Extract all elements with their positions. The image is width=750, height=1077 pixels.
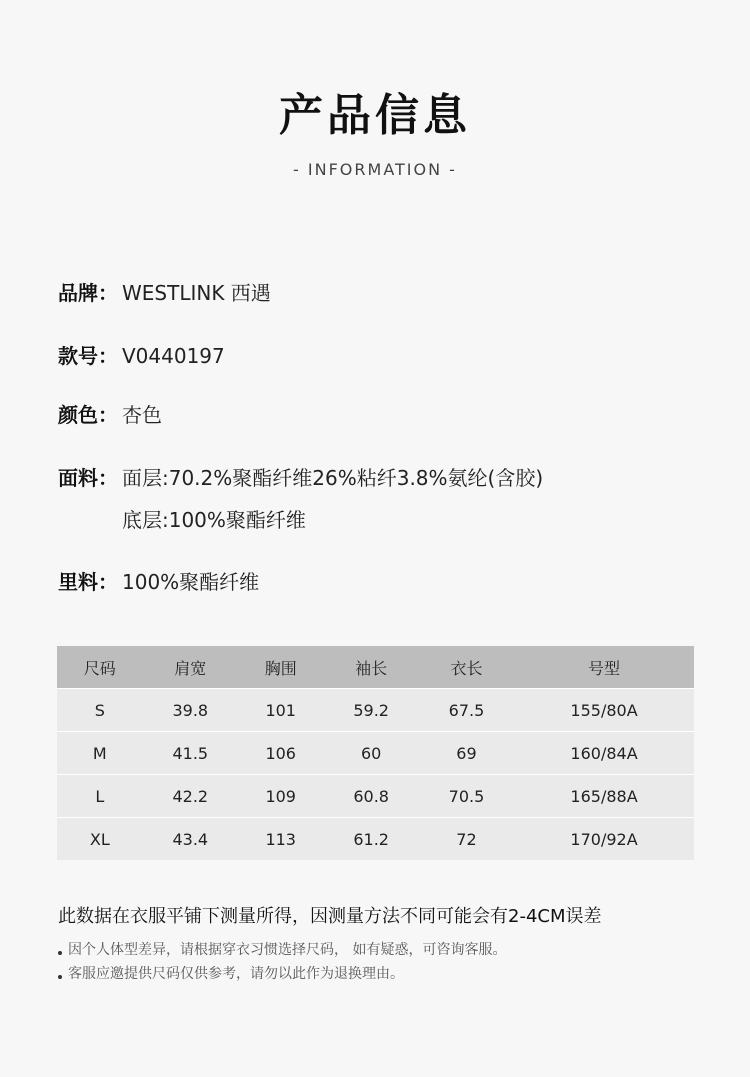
lining-value: 100%聚酯纤维 [122, 570, 260, 594]
table-cell: XL [57, 818, 143, 861]
header-cell: 尺码 [57, 646, 143, 689]
note-bullet-item [58, 964, 404, 984]
note-bullet-text: 客服应邀提供尺码仅供参考，请勿以此作为退换理由。 [68, 966, 404, 982]
table-cell: 43.4 [143, 818, 238, 861]
header-cell: 肩宽 [143, 646, 238, 689]
table-cell: 69 [419, 732, 514, 775]
table-cell: 165/88A [514, 775, 694, 818]
table-cell: M [57, 732, 143, 775]
table-cell: 170/92A [514, 818, 694, 861]
fabric-label: 面料： [58, 466, 118, 490]
table-cell: 60.8 [324, 775, 419, 818]
header-cell: 胸围 [238, 646, 324, 689]
brand-label: 品牌： [58, 281, 118, 305]
table-cell: 72 [419, 818, 514, 861]
table-cell: 59.2 [324, 689, 419, 732]
table-cell: 101 [238, 689, 324, 732]
table-cell: L [57, 775, 143, 818]
table-cell: 67.5 [419, 689, 514, 732]
table-cell: 160/84A [514, 732, 694, 775]
bullet-dot-icon [58, 951, 62, 955]
table-cell: 155/80A [514, 689, 694, 732]
brand-value: WESTLINK 西遇 [122, 281, 271, 305]
table-cell: 70.5 [419, 775, 514, 818]
table-cell: 39.8 [143, 689, 238, 732]
size-table-header [57, 646, 694, 689]
note-bullet-text: 因个人体型差异，请根据穿衣习惯选择尺码， 如有疑惑，可咨询客服。 [68, 942, 507, 958]
table-cell: 106 [238, 732, 324, 775]
lining-label: 里料： [58, 570, 118, 594]
table-cell: 61.2 [324, 818, 419, 861]
color-row [58, 401, 162, 429]
bullet-dot-icon [58, 975, 62, 979]
brand-row [58, 279, 271, 307]
color-label: 颜色： [58, 403, 118, 427]
table-cell: 109 [238, 775, 324, 818]
fabric-outer-value: 面层:70.2%聚酯纤维26%粘纤3.8%氨纶(含胶) [122, 466, 544, 490]
table-cell: S [57, 689, 143, 732]
fabric-base-value: 底层:100%聚酯纤维 [122, 508, 306, 532]
table-cell: 113 [238, 818, 324, 861]
page-title: 产品信息 [279, 90, 471, 141]
table-row [57, 732, 694, 775]
table-row [57, 818, 694, 861]
table-cell: 60 [324, 732, 419, 775]
note-bullet-item [58, 940, 506, 960]
size-table [57, 646, 694, 860]
header-cell: 衣长 [419, 646, 514, 689]
style-label: 款号： [58, 344, 118, 368]
header-cell: 袖长 [324, 646, 419, 689]
style-value: V0440197 [122, 344, 225, 368]
table-cell: 42.2 [143, 775, 238, 818]
color-value: 杏色 [122, 403, 162, 427]
table-row [57, 775, 694, 818]
measurement-note: 此数据在衣服平铺下测量所得，因测量方法不同可能会有2-4CM误差 [58, 906, 602, 927]
fabric-row [58, 464, 543, 492]
lining-row [58, 568, 259, 596]
style-row [58, 342, 225, 370]
table-cell: 41.5 [143, 732, 238, 775]
table-row [57, 689, 694, 732]
page-subtitle: - INFORMATION - [293, 160, 457, 179]
header-cell: 号型 [514, 646, 694, 689]
